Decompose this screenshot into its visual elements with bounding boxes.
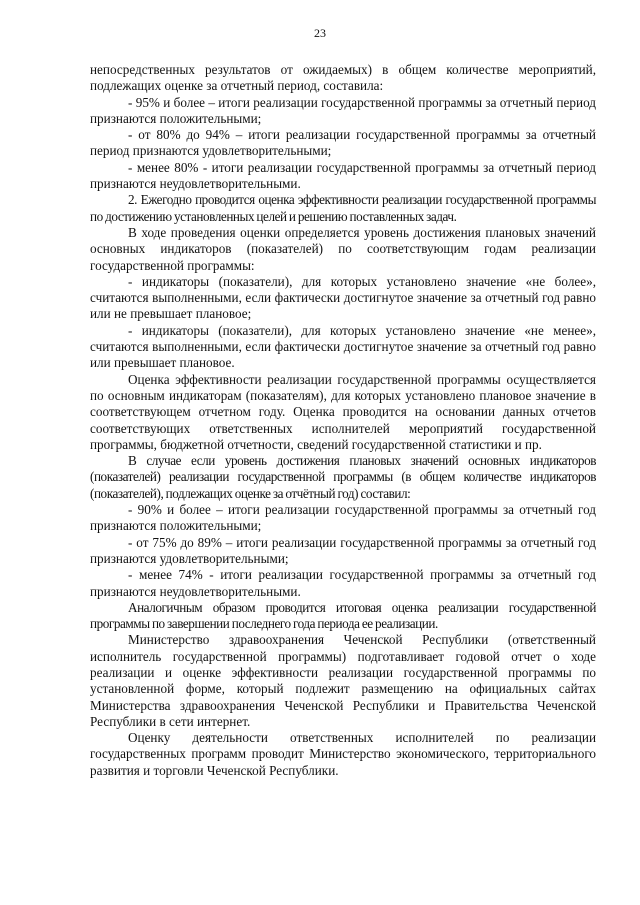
paragraph: - индикаторы (показатели), для которых установлено значение «не более», считаются выполненными, если фактически достигнутое значение за отчетный год равно или не превышает плановое;: [90, 273, 596, 322]
paragraph: непосредственных результатов от ожидаемых) в общем количестве мероприятий, подлежащих оценке за отчетный период, составила:: [90, 62, 596, 94]
page-number: 23: [314, 26, 326, 40]
paragraph: - 95% и более – итоги реализации государственной программы за отчетный период признаются положительными;: [90, 94, 596, 126]
paragraph: Аналогичным образом проводится итоговая оценка реализации государственной программы по завершении последнего года периода ее реализации.: [90, 599, 596, 632]
paragraph: - от 80% до 94% – итоги реализации государственной программы за отчетный период признаются удовлетворительными;: [90, 127, 596, 159]
paragraph: - менее 74% - итоги реализации государственной программы за отчетный год признаются неудовлетворительными.: [90, 567, 596, 599]
paragraph: - индикаторы (показатели), для которых установлено значение «не менее», считаются выполненными, если фактически достигнутое значение за отчетный год равно или превышает плановое.: [90, 322, 596, 371]
paragraph: Министерство здравоохранения Чеченской Республики (ответственный исполнитель государственной программы) подготавливает годовой отчет о ходе реализации и оценке эффективности реализации государственной программы по установленной форме, который подлежит размещению на официальных сайтах Министерства здравоохранения Чеченской Республики и Правительства Чеченской Республики в сети интернет.: [90, 632, 596, 729]
document-body: [90, 62, 596, 779]
paragraph: - менее 80% - итоги реализации государственной программы за отчетный период признаются неудовлетворительными.: [90, 159, 596, 192]
paragraph: Оценка эффективности реализации государственной программы осуществляется по основным индикаторам (показателям), для которых установлено плановое значение в соответствующем отчетном году. Оценка проводится на основании данных отчетов соответствующих ответственных исполнителей мероприятий государственной программы, бюджетной отчетности, сведений государственной статистики и пр.: [90, 371, 596, 452]
paragraph: В ходе проведения оценки определяется уровень достижения плановых значений основных индикаторов (показателей) по соответствующим годам реализации государственной программы:: [90, 224, 596, 273]
paragraph: В случае если уровень достижения плановых значений основных индикаторов (показателей) реализации государственной программы (в общем количестве индикаторов (показателей), подлежащих оценке за отчётный год) составил:: [90, 453, 596, 501]
paragraph: - 90% и более – итоги реализации государственной программы за отчетный год признаются положительными;: [90, 502, 596, 534]
paragraph: Оценку деятельности ответственных исполнителей по реализации государственных программ проводит Министерство экономического, территориального развития и торговли Чеченской Республики.: [90, 730, 596, 778]
paragraph: 2. Ежегодно проводится оценка эффективности реализации государственной программы по достижению установленных целей и решению поставленных задач.: [90, 192, 596, 224]
paragraph: - от 75% до 89% – итоги реализации государственной программы за отчетный год признаются удовлетворительными;: [90, 534, 596, 566]
